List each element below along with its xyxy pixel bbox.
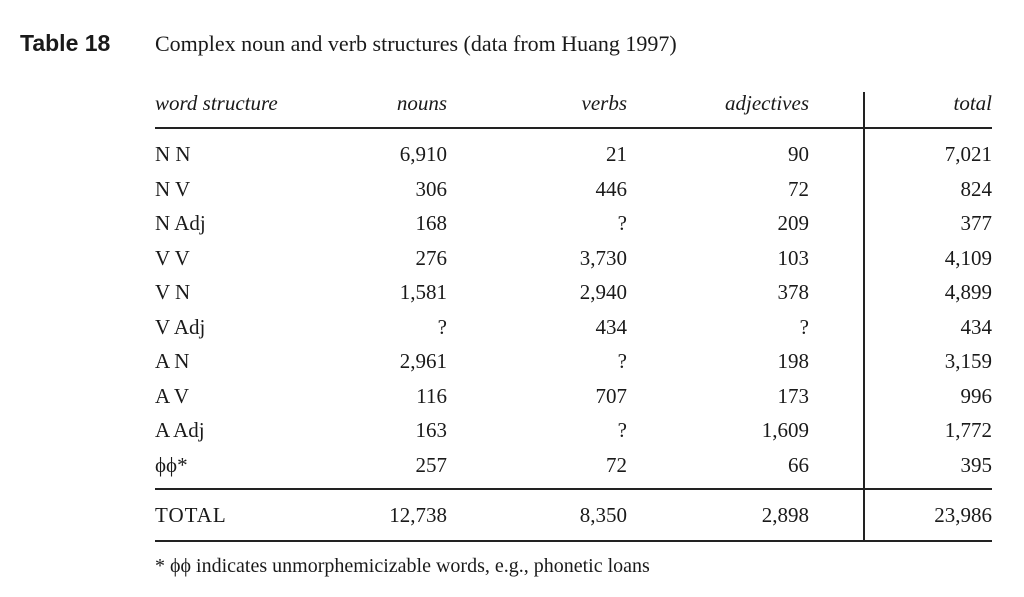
nouns-cell: 116 — [416, 383, 447, 408]
table-body — [155, 137, 992, 482]
top-rule — [155, 127, 992, 129]
verbs-cell: 707 — [595, 383, 627, 408]
table-row — [155, 275, 992, 310]
adjectives-cell: 90 — [788, 142, 809, 166]
verbs-cell: 21 — [606, 142, 627, 166]
row-label: V N — [155, 280, 191, 304]
total-cell: 395 — [960, 452, 992, 477]
table-row — [155, 172, 992, 207]
row-label: N Adj — [155, 211, 206, 235]
adjectives-cell: 173 — [777, 383, 809, 408]
adjectives-cell: 209 — [777, 211, 809, 235]
row-label: A N — [155, 349, 190, 373]
table-row — [155, 206, 992, 241]
total-cell: 1,772 — [944, 418, 992, 442]
nouns-cell: 163 — [415, 418, 447, 442]
row-label: N N — [155, 142, 191, 166]
total-cell: 4,899 — [944, 280, 992, 304]
verbs-cell: 434 — [595, 314, 627, 339]
row-label: A V — [155, 383, 190, 408]
adjectives-cell: 378 — [777, 280, 809, 304]
nouns-cell: ? — [437, 314, 447, 339]
total-row-inner — [155, 498, 992, 533]
verbs-cell: 3,730 — [579, 245, 627, 270]
adjectives-cell: ? — [799, 314, 809, 339]
total-cell: 996 — [960, 383, 992, 408]
total-cell: 4,109 — [944, 245, 992, 270]
adjectives-cell: 198 — [777, 349, 809, 373]
nouns-cell: 306 — [415, 176, 447, 201]
table-row — [155, 241, 992, 276]
total-cell: 824 — [960, 176, 992, 201]
nouns-cell: 1,581 — [399, 280, 447, 304]
table-label: Table 18 — [20, 30, 111, 56]
header-verbs: verbs — [581, 91, 627, 115]
total-row — [155, 498, 992, 533]
total-cell: 377 — [960, 211, 992, 235]
total-rule — [155, 488, 992, 490]
header-adjectives: adjectives — [725, 91, 809, 115]
adjectives-cell: 72 — [788, 176, 809, 201]
verbs-cell: ? — [617, 349, 627, 373]
table-row — [155, 413, 992, 448]
nouns-cell: 168 — [415, 211, 447, 235]
table-header — [155, 88, 992, 128]
header-nouns: nouns — [396, 91, 447, 115]
nouns-cell: 257 — [415, 452, 447, 477]
row-label: ϕϕ* — [155, 452, 188, 477]
verbs-cell: 446 — [595, 176, 627, 201]
adjectives-cell: 1,609 — [761, 418, 809, 442]
adjectives-cell: 66 — [788, 452, 809, 477]
verbs-cell: ? — [617, 418, 627, 442]
header-row — [155, 88, 992, 128]
row-label: N V — [155, 176, 191, 201]
table-row — [155, 379, 992, 414]
table-row — [155, 310, 992, 345]
row-label: A Adj — [155, 418, 205, 442]
nouns-cell: 6,910 — [399, 142, 447, 166]
table-caption: Complex noun and verb structures (data from Huang 1997) — [155, 31, 677, 56]
total-cell: 3,159 — [944, 349, 992, 373]
table-row — [155, 344, 992, 379]
table-row — [155, 448, 992, 483]
table-row — [155, 137, 992, 172]
adjectives-cell: 103 — [777, 245, 809, 270]
nouns-cell: 2,961 — [399, 349, 447, 373]
verbs-cell: 72 — [606, 452, 627, 477]
grand-total: 23,986 — [934, 503, 992, 527]
row-label: V V — [155, 245, 190, 270]
nouns-cell: 276 — [415, 245, 447, 270]
bottom-rule — [155, 540, 992, 542]
total-cell: 7,021 — [944, 142, 992, 166]
total-cell: 434 — [960, 314, 992, 339]
total-label: TOTAL — [155, 503, 227, 527]
verbs-cell: 2,940 — [579, 280, 627, 304]
row-label: V Adj — [155, 314, 206, 339]
nouns-total: 12,738 — [389, 503, 447, 527]
header-total: total — [953, 91, 992, 115]
verbs-cell: ? — [617, 211, 627, 235]
header-word-structure: word structure — [155, 91, 278, 115]
adjectives-total: 2,898 — [761, 503, 809, 527]
footnote: * ϕϕ indicates unmorphemicizable words, e.g., phonetic loans — [155, 555, 650, 577]
verbs-total: 8,350 — [579, 503, 627, 527]
